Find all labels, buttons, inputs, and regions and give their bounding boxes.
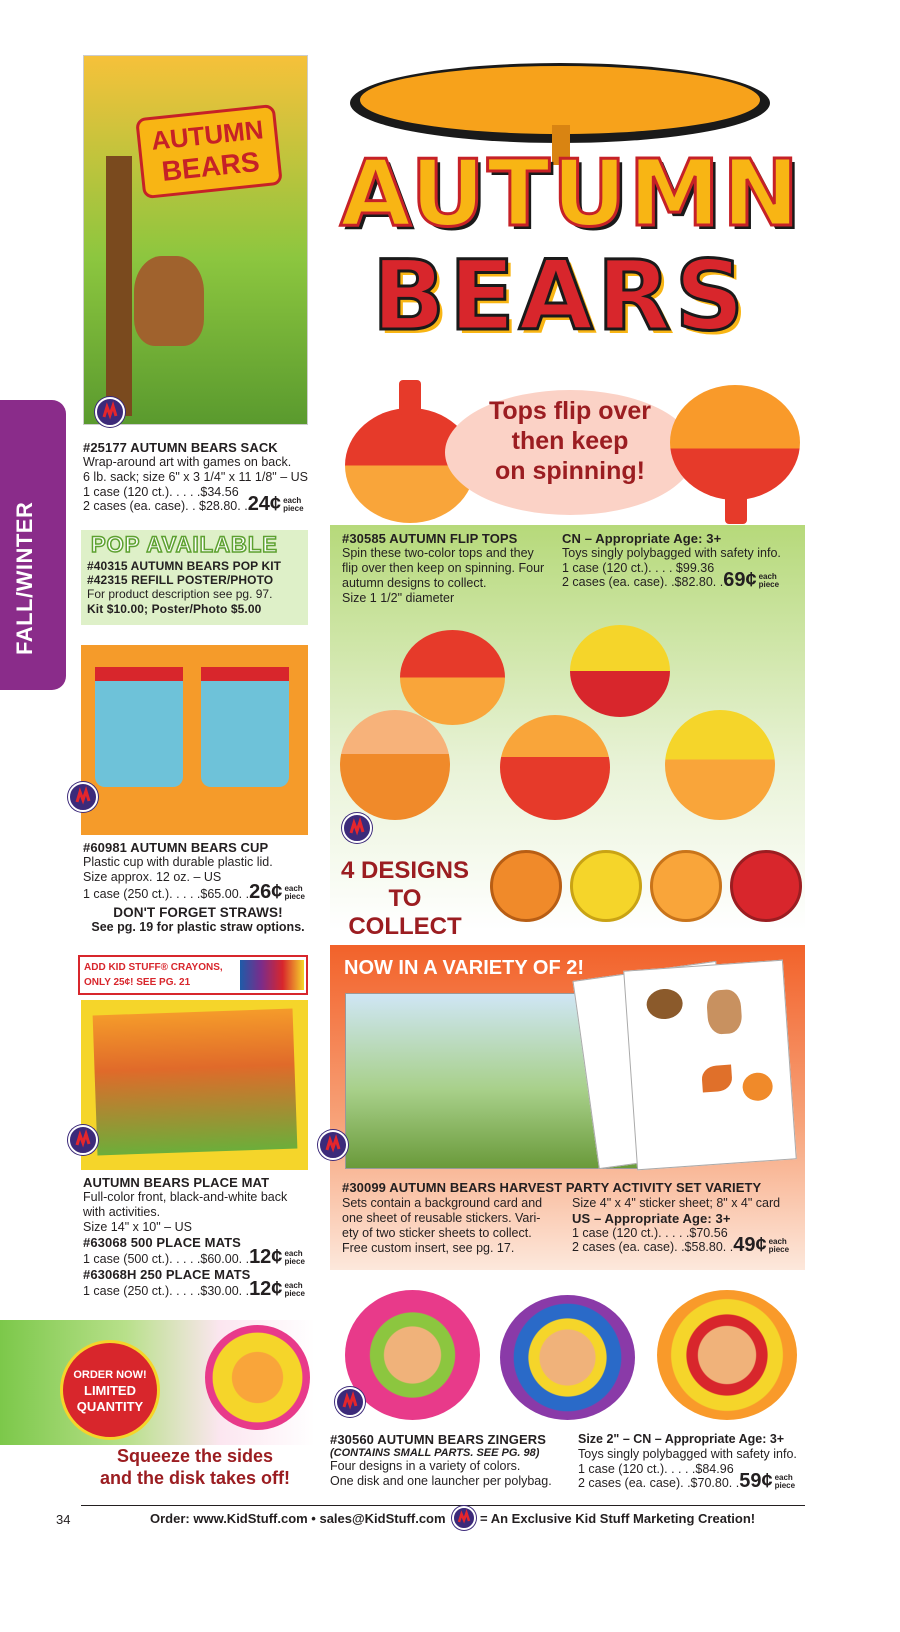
- footer-order[interactable]: Order: www.KidStuff.com • sales@KidStuff.com: [150, 1511, 446, 1526]
- each-piece-label: each piece: [768, 1237, 790, 1254]
- sack-box-title: [135, 104, 283, 199]
- squeeze-line-2: and the disk takes off!: [99, 1468, 291, 1488]
- place-mat-price-1: 1 case (500 ct.). . . . .$60.00. .: [83, 1252, 250, 1266]
- order-now-burst: [60, 1340, 160, 1440]
- pop-text: [87, 559, 307, 616]
- activity-heading: #30099 AUTUMN BEARS HARVEST PARTY ACTIVITY SET VARIETY: [342, 1180, 762, 1195]
- sack-heading: #25177 AUTUMN BEARS SACK: [83, 440, 278, 455]
- each-piece-label: each piece: [284, 884, 305, 901]
- order-line-2: LIMITED: [84, 1383, 136, 1398]
- activity-price-2: 2 cases (ea. case). .$58.80. .: [572, 1240, 734, 1254]
- flip-tops-desc-2: flip over then keep on spinning. Four: [342, 561, 545, 575]
- zingers-price-2-row: [578, 1470, 808, 1492]
- place-mat-image: [81, 1000, 308, 1170]
- tab-label: FALL/WINTER: [12, 501, 37, 655]
- flip-tops-desc-left: [342, 531, 567, 606]
- scarecrow-design-icon: [570, 850, 642, 922]
- place-mat-price-2-row: [83, 1278, 313, 1300]
- pop-line-4: Kit $10.00; Poster/Photo $5.00: [87, 602, 262, 616]
- sticker-sheet-front: [623, 960, 797, 1171]
- activity-desc-right: [572, 1196, 807, 1255]
- zingers-text-left: [330, 1432, 580, 1489]
- four-designs-label: [330, 857, 480, 941]
- kid-stuff-exclusive-icon: [342, 813, 372, 843]
- flip-tops-desc-right: [562, 531, 802, 590]
- crayon-line-2: ONLY 25¢! SEE PG. 21: [84, 977, 191, 988]
- flip-top-yellow-scarecrow-icon: [665, 710, 775, 820]
- flip-tops-desc-5: Toys singly polybagged with safety info.: [562, 546, 781, 560]
- cup-desc-1: Plastic cup with durable plastic lid.: [83, 855, 273, 869]
- bear-illustration-icon: [134, 256, 204, 346]
- straws-text: See pg. 19 for plastic straw options.: [91, 920, 305, 934]
- place-mat-desc-1: Full-color front, black-and-white back: [83, 1190, 288, 1204]
- callout-line-2: then keep: [511, 427, 629, 455]
- flip-tops-price-2: 2 cases (ea. case). .$82.80. .: [562, 575, 724, 589]
- squeeze-text: [75, 1445, 315, 1489]
- zinger-orange-yellow-icon: [657, 1290, 797, 1420]
- cup-right: [201, 667, 289, 787]
- zingers-image: [335, 1290, 805, 1430]
- each-piece-label: each piece: [284, 1249, 305, 1266]
- each-piece-label: each piece: [758, 572, 780, 589]
- flip-tops-callout: [465, 396, 675, 486]
- flip-tops-price-1: 1 case (120 ct.). . . . $99.36: [562, 561, 715, 575]
- zinger-purple-blue-icon: [500, 1295, 635, 1420]
- flip-top-stem-2: [725, 492, 747, 524]
- sack-each-price: 24¢: [247, 493, 282, 515]
- activity-desc-4: Free custom insert, see pg. 17.: [342, 1241, 515, 1255]
- pop-line-2: #42315 REFILL POSTER/PHOTO: [87, 573, 274, 587]
- sack-title-autumn: AUTUMN: [149, 114, 265, 156]
- place-mat-price-1-row: [83, 1246, 313, 1268]
- collect-line-2: TO COLLECT: [348, 885, 462, 940]
- kid-stuff-exclusive-icon: [335, 1387, 365, 1417]
- place-mat-text: [83, 1175, 313, 1299]
- flip-tops-age: CN – Appropriate Age: 3+: [562, 531, 722, 546]
- straws-title: DON'T FORGET STRAWS!: [113, 905, 283, 920]
- flip-top-yellow-red-icon: [570, 625, 670, 717]
- fall-winter-tab: [0, 400, 66, 690]
- place-mat-item-1: #63068 500 PLACE MATS: [83, 1235, 241, 1250]
- activity-text: [342, 1180, 802, 1256]
- pop-banner: POP AVAILABLE: [91, 532, 278, 557]
- flip-top-red-orange-icon: [400, 630, 505, 725]
- each-piece-label: each piece: [774, 1473, 796, 1490]
- pop-box: [81, 530, 308, 625]
- flip-top-orange-leaf-icon: [500, 715, 610, 820]
- pumpkin-design-icon: [490, 850, 562, 922]
- autumn-bears-logo: [330, 45, 802, 365]
- acorn-design-icon: [730, 850, 802, 922]
- leaf-sticker-icon: [701, 1065, 733, 1093]
- activity-panel: [330, 945, 805, 1270]
- logo-autumn: AUTUMN: [340, 140, 802, 247]
- cup-text: [83, 840, 313, 935]
- activity-desc-1: Sets contain a background card and: [342, 1196, 543, 1210]
- pop-line-3: For product description see pg. 97.: [87, 587, 273, 601]
- kid-stuff-exclusive-icon: [95, 397, 125, 427]
- zingers-price-2: 2 cases (ea. case). .$70.80. .: [578, 1476, 740, 1490]
- crayon-box-icon: [240, 960, 304, 990]
- flip-tops-hero: [335, 380, 805, 530]
- sack-price-1: 1 case (120 ct.). . . . .$34.56: [83, 485, 239, 499]
- each-piece-label: each piece: [283, 496, 304, 513]
- cup-price-row: [83, 881, 313, 903]
- pop-line-1: #40315 AUTUMN BEARS POP KIT: [87, 559, 282, 573]
- sack-price-2: 2 cases (ea. case). . $28.80. .: [83, 499, 248, 513]
- cup-each-price: 26¢: [249, 881, 283, 903]
- sack-text: [83, 440, 313, 514]
- tree-trunk-icon: [106, 156, 132, 416]
- page-number: 34: [56, 1512, 71, 1527]
- zingers-desc-2: One disk and one launcher per polybag.: [330, 1474, 552, 1488]
- activity-price-1: 1 case (120 ct.). . . . .$70.56: [572, 1226, 728, 1240]
- zinger-pink-green-icon: [345, 1290, 480, 1420]
- activity-price-2-row: [572, 1234, 807, 1256]
- activity-desc-3: ety of two sticker sheets to collect.: [342, 1226, 532, 1240]
- place-mat-sheet: [93, 1009, 298, 1156]
- sack-price-2-row: [83, 493, 313, 515]
- activity-desc-2: one sheet of reusable stickers. Vari-: [342, 1211, 541, 1225]
- collect-line-1: 4 DESIGNS: [340, 857, 470, 884]
- zingers-size-line: Size 2" – CN – Appropriate Age: 3+: [578, 1432, 785, 1446]
- sack-desc-1: Wrap-around art with games on back.: [83, 455, 292, 469]
- flip-tops-desc-3: autumn designs to collect.: [342, 576, 487, 590]
- kid-stuff-exclusive-icon: [318, 1130, 348, 1160]
- place-mat-desc-3: Size 14" x 10" – US: [83, 1220, 192, 1234]
- callout-line-1: Tops flip over: [488, 397, 652, 425]
- bear-sticker-icon: [706, 989, 743, 1035]
- callout-line-3: on spinning!: [495, 457, 645, 485]
- crayon-text: [84, 960, 234, 990]
- sack-desc-2: 6 lb. sack; size 6" x 3 1/4" x 11 1/8" – US: [83, 470, 308, 484]
- flip-tops-desc-4: Size 1 1/2" diameter: [342, 591, 455, 605]
- flip-top-stem: [399, 380, 421, 415]
- zingers-price-1: 1 case (120 ct.). . . . .$84.96: [578, 1462, 734, 1476]
- place-mat-desc-2: with activities.: [83, 1205, 161, 1219]
- activity-each-price: 49¢: [733, 1234, 767, 1256]
- activity-size: Size 4" x 4" sticker sheet; 8" x 4" card: [572, 1196, 781, 1210]
- pumpkin-sticker-icon: [742, 1072, 774, 1102]
- zingers-desc-3: Toys singly polybagged with safety info.: [578, 1447, 797, 1461]
- bear-sticker-icon: [646, 988, 684, 1020]
- place-mat-each-1: 12¢: [249, 1246, 283, 1268]
- place-mat-price-2: 1 case (250 ct.). . . . .$30.00. .: [83, 1284, 250, 1298]
- flip-tops-panel: [330, 525, 805, 940]
- place-mat-item-2: #63068H 250 PLACE MATS: [83, 1267, 251, 1282]
- cup-price-1: 1 case (250 ct.). . . . .$65.00. .: [83, 887, 250, 901]
- kid-stuff-exclusive-icon: [452, 1506, 476, 1530]
- zingers-text-right: [578, 1432, 808, 1491]
- flip-tops-each-price: 69¢: [723, 569, 757, 591]
- logo-bears: BEARS: [371, 240, 749, 352]
- cup-heading: #60981 AUTUMN BEARS CUP: [83, 840, 269, 855]
- activity-age: US – Appropriate Age: 3+: [572, 1211, 731, 1226]
- kid-stuff-exclusive-icon: [68, 1125, 98, 1155]
- cup-image: [81, 645, 308, 835]
- zingers-desc-1: Four designs in a variety of colors.: [330, 1459, 521, 1473]
- zingers-note: (CONTAINS SMALL PARTS. SEE PG. 98): [330, 1447, 540, 1459]
- activity-banner: NOW IN A VARIETY OF 2!: [344, 957, 585, 979]
- place-mat-heading: AUTUMN BEARS PLACE MAT: [83, 1175, 270, 1190]
- zinger-launch-image: [0, 1320, 315, 1445]
- each-piece-label: each piece: [284, 1281, 305, 1298]
- flip-tops-price-2-row: [562, 569, 802, 591]
- order-line-1: ORDER NOW!: [73, 1369, 147, 1381]
- zingers-heading: #30560 AUTUMN BEARS ZINGERS: [330, 1432, 547, 1447]
- footer-rule: [81, 1505, 805, 1506]
- flip-tops-desc-1: Spin these two-color tops and they: [342, 546, 534, 560]
- flip-tops-heading: #30585 AUTUMN FLIP TOPS: [342, 531, 518, 546]
- crayon-line-1: ADD KID STUFF® CRAYONS,: [84, 962, 223, 973]
- footer-exclusive: = An Exclusive Kid Stuff Marketing Creation!: [480, 1511, 756, 1526]
- sack-image: [83, 55, 308, 425]
- zingers-each-price: 59¢: [739, 1470, 773, 1492]
- kid-stuff-exclusive-icon: [68, 782, 98, 812]
- flip-top-orange-icon: [670, 385, 800, 500]
- cup-left: [95, 667, 183, 787]
- leaf-design-icon: [650, 850, 722, 922]
- place-mat-each-2: 12¢: [249, 1278, 283, 1300]
- sack-title-bears: BEARS: [160, 145, 261, 187]
- zinger-disk-icon: [205, 1325, 310, 1430]
- order-line-3: QUANTITY: [76, 1399, 144, 1414]
- activity-desc-left: [342, 1196, 572, 1256]
- crayon-callout: [78, 955, 308, 995]
- squeeze-line-1: Squeeze the sides: [116, 1446, 274, 1466]
- cup-desc-2: Size approx. 12 oz. – US: [83, 870, 222, 884]
- flip-top-orange-pumpkin-icon: [340, 710, 450, 820]
